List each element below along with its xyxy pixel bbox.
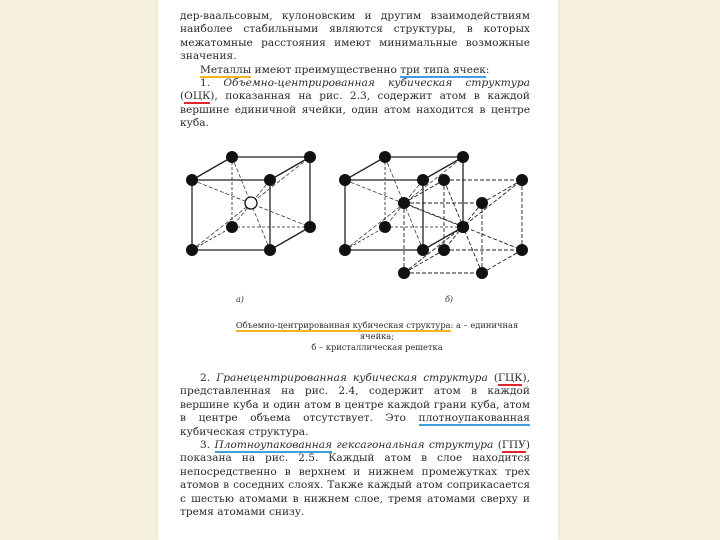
hcp-paragraph [180,439,530,519]
hcp-open: ( [493,439,502,452]
three-types: три типа ячеек [400,63,486,76]
bcc-rest: ), показанная на рис. 2.3, содержит атом в каждой вершине единичной ячейки, один атом находится в центре куба. [180,90,530,130]
bcc-paragraph [180,77,530,131]
bcc-open: ( [180,90,185,103]
caption-rest2: б – кристаллическая решетка [311,342,443,352]
caption-main: Объемно-центрированная кубическая структура [235,320,451,330]
bcc-figure [180,145,530,315]
bcc-abbr: ОЦК [184,90,211,103]
fcc-rest2: кубическая структура. [180,425,309,438]
intro-block [180,10,530,131]
hcp-rest: ) показана на рис. 2.5. Каждый атом в слое находится непосредственно в верхнем и нижнем промежутках трех атомов в соседних слоях. Также каждый атом соприкасается с шестью атомами в нижнем слое, тремя атомами сверху и тремя атомами снизу. [180,439,530,519]
fcc-term: Гранецентрированная кубическая структура [216,372,488,384]
unit-cell-atoms [186,151,316,256]
figure-caption [222,320,532,353]
fcc-hcp-block [180,372,530,519]
hcp-abbr: ГПУ [501,439,526,452]
crystal-diagram [180,145,530,315]
intro-paragraph: дер-ваальсовым, кулоновским и другим взаимодействиям наиболее стабильными являются структуры, в которых межатомные расстояния имеют минимальные возможные значения. [180,10,530,63]
hcp-term: Плотноупакованная [214,439,333,452]
metals-mid: имеют преимущественно [251,63,401,76]
caption-rest1: : а – единичная ячейка; [359,320,519,341]
hcp-num: 3. [200,439,215,452]
fcc-open: ( [487,372,499,384]
metals-paragraph [180,64,530,77]
metals-word: Металлы [200,63,252,76]
hcp-term2: гексагональная структура [332,439,494,452]
bcc-term: Объемно-центрированная кубическая структура [223,77,530,90]
figure-label-b: б) [445,295,454,304]
bcc-num: 1. [200,77,224,90]
metals-end: : [485,63,490,76]
fcc-packed: плотноупакованная [418,412,530,425]
fcc-num: 2. [200,372,217,384]
figure-label-a: а) [236,295,244,304]
fcc-abbr: ГЦК [498,372,523,384]
fcc-rest1: ), представленная на рис. 2.4, содержит атом в каждой вершине куба и один атом в центре каждой грани куба, атом в центре объема отсутствует. Это [180,372,530,425]
fcc-paragraph [180,372,530,439]
